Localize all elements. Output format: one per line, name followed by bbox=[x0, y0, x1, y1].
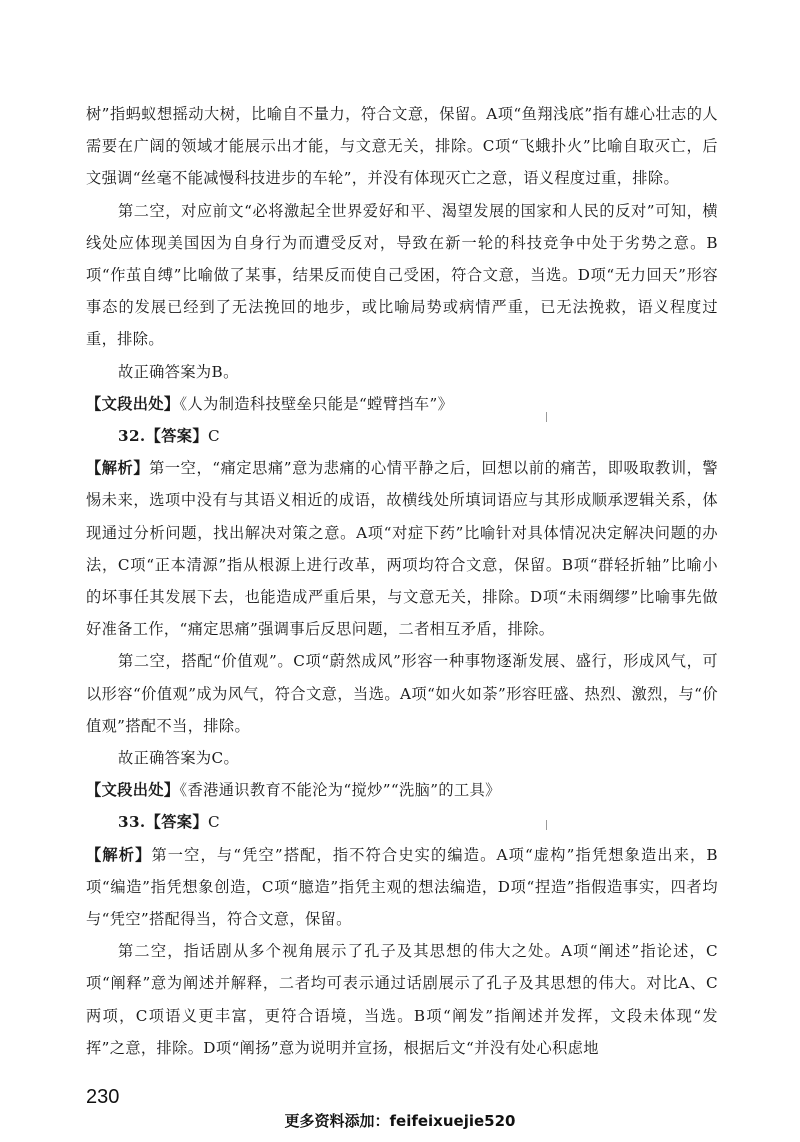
question-32-analysis: 【解析】第一空，“痛定思痛”意为悲痛的心情平静之后，回想以前的痛苦，即吸取教训，警惕未来，选项中没有与其语义相近的成语，故横线处所填词语应与其形成顺承逻辑关系，体现通过分析问题，找出解决对策之意。A项“对症下药”比喻针对具体情况决定解决问题的办法，C项“正本清源”指从根源上进行改革，两项均符合文意，保留。B项“群轻折轴”比喻小的坏事任其发展下去，也能造成严重后果，与文意无关，排除。D项“未雨绸缪”比喻事先做好准备工作，“痛定思痛”强调事后反思问题，二者相互矛盾，排除。 bbox=[86, 459, 718, 639]
paragraph-answer-32: 故正确答案为C。 bbox=[118, 749, 240, 768]
question-32-second-blank: 第二空，搭配“价值观”。C项“蔚然成风”形容一种事物逐渐发展、盛行，形成风气，可以形容“价值观”成为风气，符合文意，当选。A项“如火如荼”形容旺盛、热烈、激烈，与“价值观”搭配不当，排除。 bbox=[86, 652, 718, 735]
paragraph-2: 第二空，对应前文“必将激起全世界爱好和平、渴望发展的国家和人民的反对”可知，横线处应体现美国因为自身行为而遭受反对，导致在新一轮的科技竞争中处于劣势之意。B项“作茧自缚”比喻做了某事，结果反而使自己受困，符合文意，当选。D项“无力回天”形容事态的发展已经到了无法挽回的地步，或比喻局势或病情严重，已无法挽救，语义程度过重，排除。 bbox=[86, 201, 718, 349]
scan-speck bbox=[546, 412, 547, 422]
text-body bbox=[86, 98, 718, 1064]
answer-label: 33.【答案】 bbox=[118, 813, 208, 832]
analysis-label: 【解析】 bbox=[86, 845, 152, 864]
source-label: 【文段出处】 bbox=[86, 781, 180, 800]
question-33-analysis: 【解析】第一空，与“凭空”搭配，指不符合史实的编造。A项“虚构”指凭想象造出来，B项“编造”指凭想象创造，C项“臆造”指凭主观的想法编造，D项“捏造”指假造事实，四者均与“凭空”搭配得当，符合文意，保留。 bbox=[86, 845, 718, 929]
scan-speck bbox=[546, 820, 547, 830]
page-number: 230 bbox=[86, 1086, 120, 1108]
question-33-answer: 33.【答案】C bbox=[118, 813, 221, 832]
paragraph-1: 树”指蚂蚁想摇动大树，比喻自不量力，符合文意，保留。A项“鱼翔浅底”指有雄心壮志的人需要在广阔的领域才能展示出才能，与文意无关，排除。C项“飞蛾扑火”比喻自取灭亡，后文强调“丝毫不能减慢科技进步的车轮”，并没有体现灭亡之意，语义程度过重，排除。 bbox=[86, 105, 718, 188]
paragraph-source-32: 【文段出处】《香港通识教育不能沦为“搅炒”“洗脑”的工具》 bbox=[86, 781, 501, 800]
analysis-label: 【解析】 bbox=[86, 459, 150, 478]
footer-note: 更多资料添加：feifeixuejie520 bbox=[284, 1112, 516, 1130]
answer-label: 32.【答案】 bbox=[118, 427, 208, 446]
source-label: 【文段出处】 bbox=[86, 394, 180, 413]
question-33-second-blank: 第二空，指话剧从多个视角展示了孔子及其思想的伟大之处。A项“阐述”指论述，C项“阐释”意为阐述并解释，二者均可表示通过话剧展示了孔子及其思想的伟大。对比A、C两项，C项语义更丰富，更符合语境，当选。B项“阐发”指阐述并发挥，文段未体现“发挥”之意，排除。D项“阐扬”意为说明并宣扬，根据后文“并没有处心积虑地 bbox=[86, 942, 718, 1057]
paragraph-source-31: 【文段出处】《人为制造科技壁垒只能是“螳臂挡车”》 bbox=[86, 394, 454, 413]
paragraph-answer-31: 故正确答案为B。 bbox=[118, 362, 239, 381]
question-32-answer: 32.【答案】C bbox=[118, 427, 221, 446]
